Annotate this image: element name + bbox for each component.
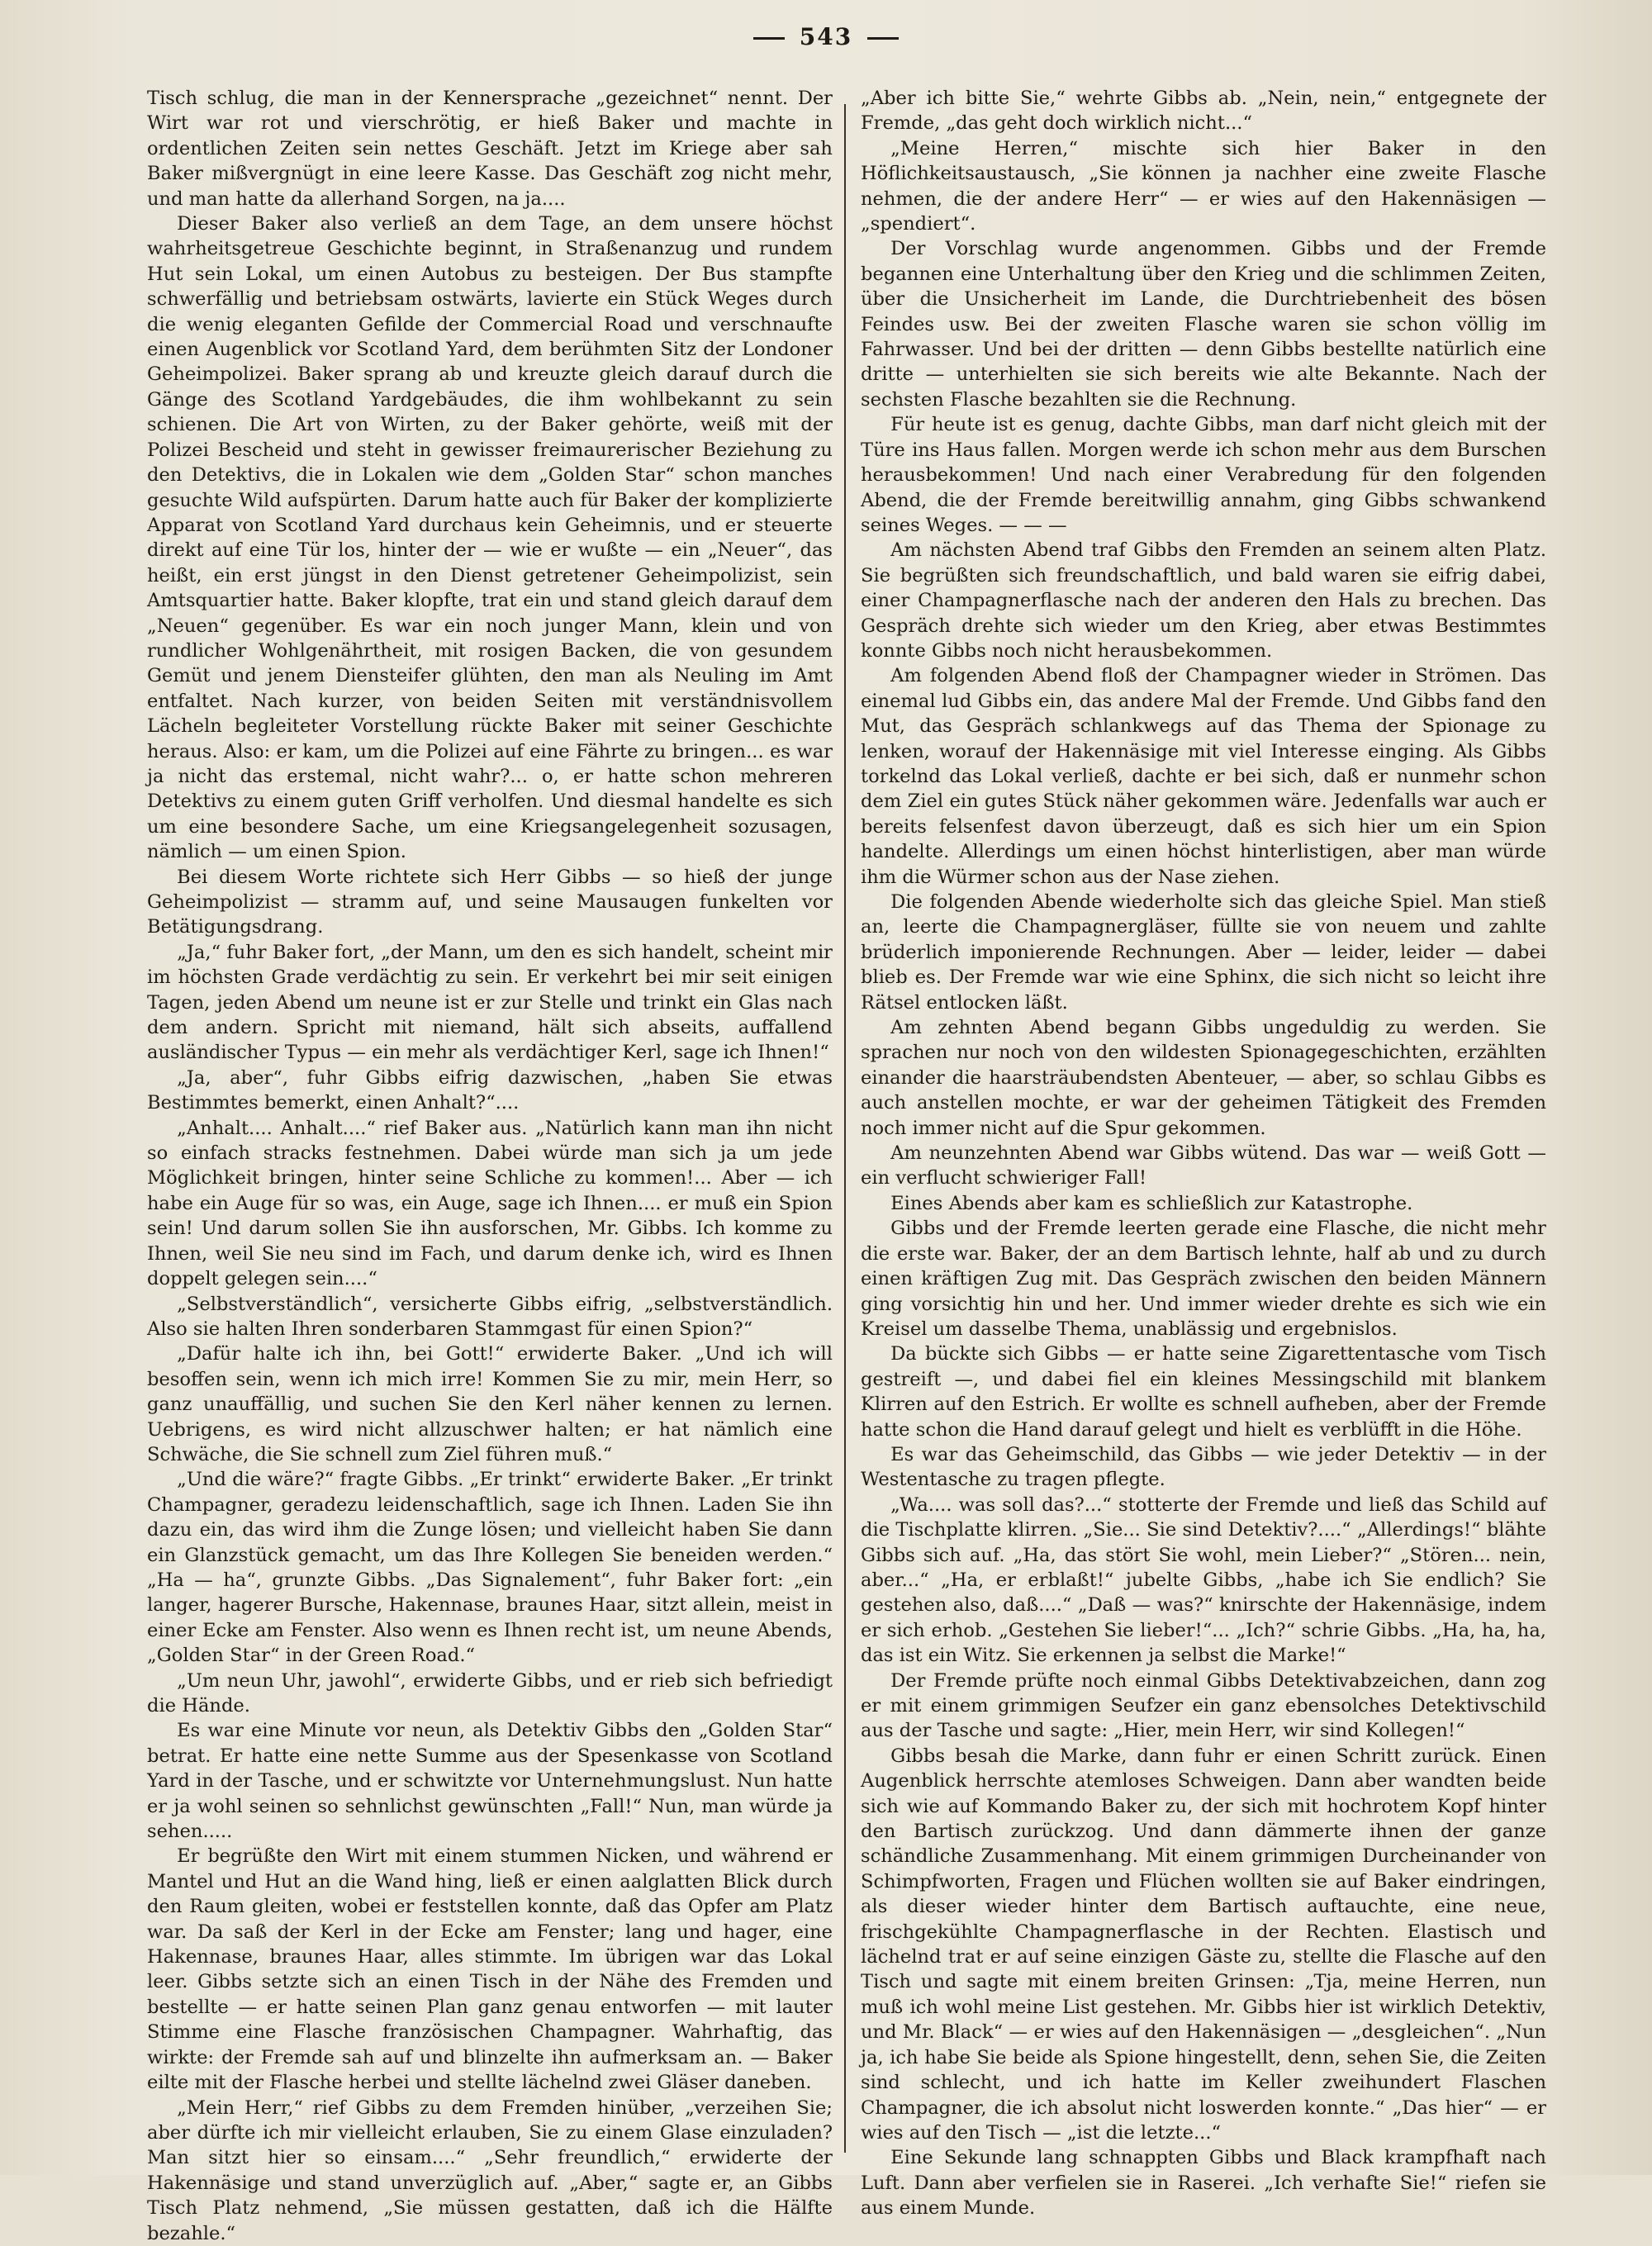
paragraph: „Um neun Uhr, jawohl“, erwiderte Gibbs, und er rieb sich befriedigt die Hände. (147, 1669, 833, 1717)
paragraph: „Anhalt.... Anhalt....“ rief Baker aus. „Natürlich kann man ihn nicht so einfach stracks festnehmen. Dabei würde man sich ja um jede Möglichkeit bringen, hinter seine Schliche zu kommen!... Aber — ich habe ein Auge für so was, ein Auge, sage ich Ihnen.... er muß ein Spion sein! Und darum sollen Sie ihn ausforschen, Mr. Gibbs. Ich komme zu Ihnen, weil Sie neu sind im Fach, und darum denke ich, wird es Ihnen doppelt gelegen sein....“ (147, 1117, 833, 1290)
paragraph: „Selbstverständlich“, versicherte Gibbs eifrig, „selbstverständlich. Also sie halten Ihren sonderbaren Stammgast für einen Spion?“ (147, 1293, 833, 1340)
paragraph: Es war das Geheimschild, das Gibbs — wie jeder Detektiv — in der Westentasche zu tragen pflegte. (861, 1443, 1546, 1491)
paragraph: Eine Sekunde lang schnappten Gibbs und Black krampfhaft nach Luft. Dann aber verfielen sie in Raserei. „Ich verhafte Sie!“ riefen sie aus einem Munde. (861, 2147, 1546, 2220)
paragraph: Er begrüßte den Wirt mit einem stummen Nicken, und während er Mantel und Hut an die Wand hing, ließ er einen aalglatten Blick durch den Raum gleiten, wobei er feststellen konnte, daß das Opfer am Platz war. Da saß der Kerl in der Ecke am Fenster; lang und hager, eine Hakennase, braunes Haar, alles stimmte. Im übrigen war das Lokal leer. Gibbs setzte sich an einen Tisch in der Nähe des Fremden und bestellte — er hatte seinen Plan ganz genau entworfen — mit lauter Stimme eine Flasche französischen Champagner. Wahrhaftig, das wirkte: der Fremde sah auf und blinzelte ihn aufmerksam an. — Baker eilte mit der Flasche herbei und stellte lächelnd zwei Gläser daneben. (147, 1845, 833, 2094)
paragraph: Da bückte sich Gibbs — er hatte seine Zigarettentasche vom Tisch gestreift —, und dabei fiel ein kleines Messingschild mit blankem Klirren auf den Estrich. Er wollte es schnell aufheben, aber der Fremde hatte schon die Hand darauf gelegt und hielt es verblüfft in die Höhe. (861, 1343, 1546, 1441)
paragraph: Am zehnten Abend begann Gibbs ungeduldig zu werden. Sie sprachen nur noch von den wildesten Spionagegeschichten, erzählten einander die haarsträubendsten Abenteuer, — aber, so schlau Gibbs es auch anstellen mochte, er war der geheimen Tätigkeit des Fremden noch immer nicht auf die Spur gekommen. (861, 1017, 1546, 1139)
paragraph: „Meine Herren,“ mischte sich hier Baker in den Höflichkeitsaustausch, „Sie können ja nachher eine zweite Flasche nehmen, die der andere Herr“ — er wies auf den Hakennäsigen — „spendiert“. (861, 137, 1546, 235)
page-number: 543 (799, 23, 853, 50)
paragraph: Die folgenden Abende wiederholte sich das gleiche Spiel. Man stieß an, leerte die Champagnergläser, füllte sie von neuem und zahlte brüderlich imponierende Rechnungen. Aber — leider, leider — dabei blieb es. Der Fremde war wie eine Sphinx, die sich nicht so leicht ihre Rätsel entlocken läßt. (861, 891, 1546, 1014)
paragraph: Eines Abends aber kam es schließlich zur Katastrophe. (890, 1192, 1413, 1214)
paragraph: „Dafür halte ich ihn, bei Gott!“ erwiderte Baker. „Und ich will besoffen sein, wenn ich mich irre! Kommen Sie zu mir, mein Herr, so ganz unauffällig, und suchen Sie den Kerl näher kennen zu lernen. Uebrigens, es wird nicht allzuschwer halten; er hat nämlich eine Schwäche, die Sie schnell zum Ziel führen muß.“ (147, 1343, 833, 1465)
paragraph: Der Fremde prüfte noch einmal Gibbs Detektivabzeichen, dann zog er mit einem grimmigen Seufzer ein ganz ebensolches Detektivschild aus der Tasche und sagte: „Hier, mein Herr, wir sind Kollegen!“ (861, 1669, 1546, 1742)
right-column (861, 86, 1546, 2220)
paragraph: „Aber ich bitte Sie,“ wehrte Gibbs ab. „Nein, nein,“ entgegnete der Fremde, „das geht doch wirklich nicht...“ (861, 88, 1546, 135)
paragraph: Am folgenden Abend floß der Champagner wieder in Strömen. Das einemal lud Gibbs ein, das andere Mal der Fremde. Und Gibbs fand den Mut, das Gespräch schlankwegs auf das Thema der Spionage zu lenken, worauf der Hakennäsige mit viel Interesse einging. Als Gibbs torkelnd das Lokal verließ, dachte er bei sich, daß er nunmehr schon dem Ziel ein gutes Stück näher gekommen wäre. Jedenfalls war auch er bereits felsenfest davon überzeugt, daß es sich hier um ein Spion handelte. Allerdings um einen höchst hinterlistigen, aber man würde ihm die Würmer schon aus der Nase ziehen. (861, 665, 1546, 888)
page-header (0, 23, 1652, 56)
header-dash-right (867, 37, 899, 40)
paragraph: Es war eine Minute vor neun, als Detektiv Gibbs den „Golden Star“ betrat. Er hatte eine nette Summe aus der Spesenkasse von Scotland Yard in der Tasche, und er schwitzte vor Unternehmungslust. Nun hatte er ja wohl seinen so sehnlichst gewünschten „Fall!“ Nun, man würde ja sehen..... (147, 1720, 833, 1843)
paragraph: Am neunzehnten Abend war Gibbs wütend. Das war — weiß Gott — ein verflucht schwieriger Fall! (861, 1142, 1546, 1189)
paragraph: Bei diesem Worte richtete sich Herr Gibbs — so hieß der junge Geheimpolizist — stramm auf, und seine Mausaugen funkelten vor Betätigungsdrang. (147, 866, 833, 938)
left-column (147, 86, 833, 2244)
paragraph: „Ja,“ fuhr Baker fort, „der Mann, um den es sich handelt, scheint mir im höchsten Grade verdächtig zu sein. Er verkehrt bei mir seit einigen Tagen, jeden Abend um neune ist er zur Stelle und trinkt ein Glas nach dem andern. Spricht mit niemand, hält sich abseits, auffallend ausländischer Typus — ein mehr als verdächtiger Kerl, sage ich Ihnen!“ (147, 941, 833, 1064)
paragraph: Der Vorschlag wurde angenommen. Gibbs und der Fremde begannen eine Unterhaltung über den Krieg und die schlimmen Zeiten, über die Unsicherheit im Lande, die Durchtriebenheit des bösen Feindes usw. Bei der zweiten Flasche waren sie schon völlig im Fahrwasser. Und bei der dritten — denn Gibbs bestellte natürlich eine dritte — unterhielten sie sich bereits wie alte Bekannte. Nach der sechsten Flasche bezahlten sie die Rechnung. (861, 238, 1546, 411)
paragraph: „Mein Herr,“ rief Gibbs zu dem Fremden hinüber, „verzeihen Sie; aber dürfte ich mir vielleicht erlauben, Sie zu einem Glase einzuladen? Man sitzt hier so einsam....“ „Sehr freundlich,“ erwiderte der Hakennäsige und stand unverzüglich auf. „Aber,“ sagte er, an Gibbs Tisch Platz nehmend, „Sie müssen gestatten, daß ich die Hälfte bezahle.“ (147, 2096, 833, 2244)
paragraph: Am nächsten Abend traf Gibbs den Fremden an seinem alten Platz. Sie begrüßten sich freundschaftlich, und bald waren sie eifrig dabei, einer Champagnerflasche nach der anderen den Hals zu brechen. Das Gespräch drehte sich wieder um den Krieg, aber etwas Bestimmtes konnte Gibbs noch nicht herausbekommen. (861, 539, 1546, 662)
paragraph: Dieser Baker also verließ an dem Tage, an dem unsere höchst wahrheitsgetreue Geschichte beginnt, in Straßenanzug und rundem Hut sein Lokal, um einen Autobus zu besteigen. Der Bus stampfte schwerfällig und betriebsam ostwärts, lavierte ein Stück Weges durch die wenig eleganten Gefilde der Commercial Road und verschnaufte einen Augenblick vor Scotland Yard, dem berühmten Sitz der Londoner Geheimpolizei. Baker sprang ab und kreuzte gleich darauf durch die Gänge des Scotland Yardgebäudes, die ihm wohlbekannt zu sein schienen. Die Art von Wirten, zu der Baker gehörte, weiß mit der Polizei Bescheid und steht in gewisser freimaurerischer Beziehung zu den Detektivs, die in Lokalen wie dem „Golden Star“ schon manches gesuchte Wild aufspürten. Darum hatte auch für Baker der komplizierte Apparat von Scotland Yard durchaus kein Geheimnis, und er steuerte direkt auf eine Tür los, hinter der — wie er wußte — ein „Neuer“, das heißt, ein erst jüngst in den Dienst getretener Geheimpolizist, sein Amtsquartier hatte. Baker klopfte, trat ein und stand gleich darauf dem „Neuen“ gegenüber. Es war ein noch junger Mann, klein und von rundlicher Wohlgenährtheit, mit rosigen Backen, die von gesundem Gemüt und jenem Diensteifer glühten, den man als Neuling im Amt entfaltet. Nach kurzer, von beiden Seiten mit verständnisvollem Lächeln begleiteter Vorstellung rückte Baker mit seiner Geschichte heraus. Also: er kam, um die Polizei auf eine Fährte zu bringen... es war ja nicht das erstemal, nicht wahr?... o, er hatte schon mehreren Detektivs zu einem guten Griff verholfen. Und diesmal handelte es sich um eine besondere Sache, um eine Kriegsangelegenheit sozusagen, nämlich — um einen Spion. (147, 213, 833, 863)
paragraph: „Ja, aber“, fuhr Gibbs eifrig dazwischen, „haben Sie etwas Bestimmtes bemerkt, einen Anhalt?“.... (147, 1066, 833, 1114)
paragraph: Tisch schlug, die man in der Kennersprache „gezeichnet“ nennt. Der Wirt war rot und vierschrötig, er hieß Baker und machte in ordentlichen Zeiten sein nettes Geschäft. Jetzt im Kriege aber sah Baker mißvergnügt in eine leere Kasse. Das Geschäft zog nicht mehr, und man hatte da allerhand Sorgen, na ja.... (147, 88, 833, 210)
paragraph: „Wa.... was soll das?...“ stotterte der Fremde und ließ das Schild auf die Tischplatte klirren. „Sie... Sie sind Detektiv?....“ „Allerdings!“ blähte Gibbs sich auf. „Ha, das stört Sie wohl, mein Lieber?“ „Stören... nein, aber...“ „Ha, er erblaßt!“ jubelte Gibbs, „habe ich Sie endlich? Sie gestehen also, daß....“ „Daß — was?“ knirschte der Hakennäsige, indem er sich erhob. „Gestehen Sie lieber!“... „Ich?“ schrie Gibbs. „Ha, ha, ha, das ist ein Witz. Sie erkennen ja selbst die Marke!“ (861, 1493, 1546, 1667)
paragraph: „Und die wäre?“ fragte Gibbs. „Er trinkt“ erwiderte Baker. „Er trinkt Champagner, geradezu leidenschaftlich, sage ich Ihnen. Laden Sie ihn dazu ein, das wird ihm die Zunge lösen; und vielleicht haben Sie dann ein Glanzstück gemacht, um das Ihre Kollegen Sie beneiden werden.“ „Ha — ha“, grunzte Gibbs. „Das Signalement“, fuhr Baker fort: „ein langer, hagerer Bursche, Hakennase, braunes Haar, sitzt allein, meist in einer Ecke am Fenster. Also wenn es Ihnen recht ist, um neune Abends, „Golden Star“ in der Green Road.“ (147, 1469, 833, 1667)
paragraph: Für heute ist es genug, dachte Gibbs, man darf nicht gleich mit der Türe ins Haus fallen. Morgen werde ich schon mehr aus dem Burschen herausbekommen! Und nach einer Verabredung für den folgenden Abend, die der Fremde bereitwillig annahm, ging Gibbs schwankend seines Weges. — — — (861, 414, 1546, 536)
header-dash-left (753, 37, 785, 40)
column-divider (844, 104, 846, 2153)
paragraph: Gibbs besah die Marke, dann fuhr er einen Schritt zurück. Einen Augenblick herrschte atemloses Schweigen. Dann aber wandten beide sich wie auf Kommando Baker zu, der sich mit hochrotem Kopf hinter den Bartisch zurückzog. Und dann dämmerte ihnen der ganze schändliche Zusammenhang. Mit einem grimmigen Durcheinander von Schimpfworten, Fragen und Flüchen wollten sie auf Baker eindringen, als dieser wieder hinter dem Bartisch auftauchte, eine neue, frischgekühlte Champagnerflasche in der Rechten. Elastisch und lächelnd trat er auf seine einzigen Gäste zu, stellte die Flasche auf den Tisch und sagte mit einem breiten Grinsen: „Tja, meine Herren, nun muß ich wohl meine List gestehen. Mr. Gibbs hier ist wirklich Detektiv, und Mr. Black“ — er wies auf den Hakennäsigen — „desgleichen“. „Nun ja, ich habe Sie beide als Spione hingestellt, denn, sehen Sie, die Zeiten sind schlecht, und ich hatte im Keller zweihundert Flaschen Champagner, die ich absolut nicht loswerden konnte.“ „Das hier“ — er wies auf den Tisch — „ist die letzte...“ (861, 1745, 1546, 2144)
paragraph: Gibbs und der Fremde leerten gerade eine Flasche, die nicht mehr die erste war. Baker, der an dem Bartisch lehnte, half ab und zu durch einen kräftigen Zug mit. Das Gespräch zwischen den beiden Männern ging vorsichtig hin und her. Und immer wieder drehte es sich wie ein Kreisel um dasselbe Thema, unablässig und ergebnislos. (861, 1218, 1546, 1340)
